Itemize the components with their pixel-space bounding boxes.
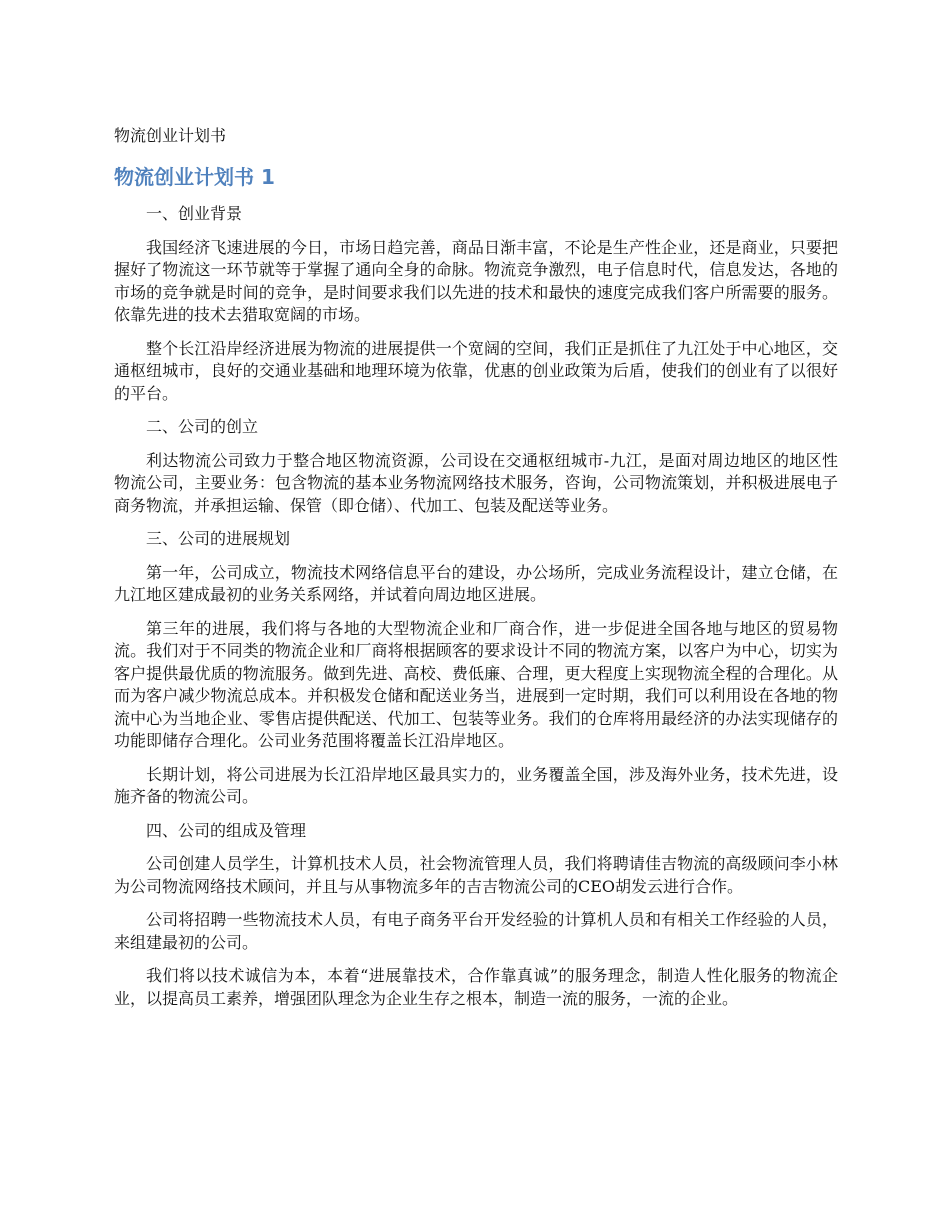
- paragraph: 我国经济飞速进展的今日，市场日趋完善，商品日渐丰富，不论是生产性企业，还是商业，只要把握好了物流这一环节就等于掌握了通向全身的命脉。物流竞争激烈，电子信息时代，信息发达，各地的市场的竞争就是时间的竞争，是时间要求我们以先进的技术和最快的速度完成我们客户所需要的服务。依靠先进的技术去猎取宽阔的市场。: [114, 237, 838, 324]
- paragraph: 第一年，公司成立，物流技术网络信息平台的建设，办公场所，完成业务流程设计，建立仓储，在九江地区建成最初的业务关系网络，并试着向周边地区进展。: [114, 562, 838, 604]
- paragraph: 我们将以技术诚信为本，本着“进展靠技术，合作靠真诚”的服务理念，制造人性化服务的物流企业，以提高员工素养，增强团队理念为企业生存之根本，制造一流的服务，一流的企业。: [114, 966, 838, 1008]
- document-body: [114, 203, 838, 1021]
- paragraph: 第三年的进展，我们将与各地的大型物流企业和厂商合作，进一步促进全国各地与地区的贸易物流。我们对于不同类的物流企业和厂商将根据顾客的要求设计不同的物流方案，以客户为中心，切实为客户提供最优质的物流服务。做到先进、高校、费低廉、合理，更大程度上实现物流全程的合理化。从而为客户减少物流总成本。并积极发仓储和配送业务当，进展到一定时期，我们可以利用设在各地的物流中心为当地企业、零售店提供配送、代加工、包装等业务。我们的仓库将用最经济的办法实现储存的功能即储存合理化。公司业务范围将覆盖长江沿岸地区。: [114, 618, 838, 750]
- paragraph: 长期计划，将公司进展为长江沿岸地区最具实力的，业务覆盖全国，涉及海外业务，技术先进，设施齐备的物流公司。: [114, 764, 838, 806]
- paragraph: 整个长江沿岸经济进展为物流的进展提供一个宽阔的空间，我们正是抓住了九江处于中心地区，交通枢纽城市，良好的交通业基础和地理环境为依靠，优惠的创业政策为后盾，使我们的创业有了以很好的平台。: [114, 338, 838, 403]
- section-heading: 物流创业计划书 1: [114, 165, 275, 189]
- subheading-management: 四、公司的组成及管理: [146, 820, 307, 840]
- subheading-plan: 三、公司的进展规划: [146, 529, 291, 548]
- subheading-founding: 二、公司的创立: [146, 417, 259, 436]
- paragraph: 利达物流公司致力于整合地区物流资源，公司设在交通枢纽城市-九江，是面对周边地区的地区性物流公司，主要业务：包含物流的基本业务物流网络技术服务，咨询，公司物流策划，并积极进展电子商务物流，并承担运输、保管（即仓储）、代加工、包装及配送等业务。: [114, 450, 838, 515]
- document-title: 物流创业计划书: [114, 126, 227, 145]
- paragraph: 公司创建人员学生，计算机技术人员，社会物流管理人员，我们将聘请佳吉物流的高级顾问李小林为公司物流网络技术顾问，并且与从事物流多年的吉吉物流公司的CEO胡发云进行合作。: [114, 854, 838, 896]
- paragraph: 公司将招聘一些物流技术人员，有电子商务平台开发经验的计算机人员和有相关工作经验的人员，来组建最初的公司。: [114, 910, 838, 952]
- subheading-background: 一、创业背景: [146, 204, 243, 223]
